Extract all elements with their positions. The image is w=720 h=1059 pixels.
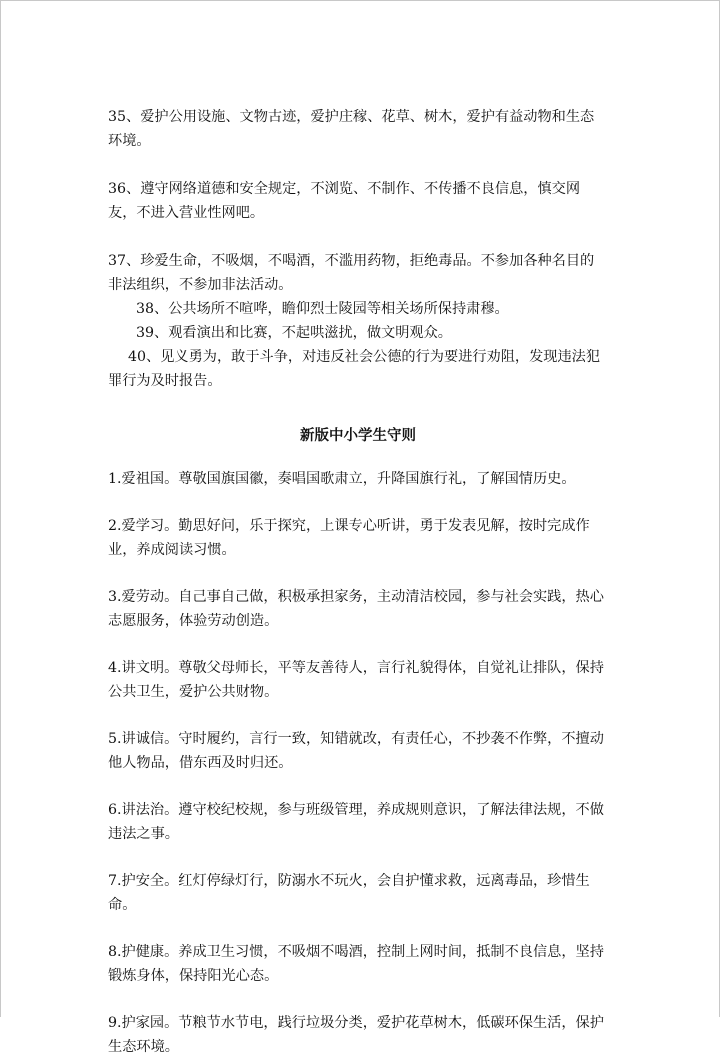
paragraph-40: 40、见义勇为，敢于斗争，对违反社会公德的行为要进行劝阻，发现违法犯罪行为及时报告。 (108, 349, 601, 389)
paragraph-35: 35、爱护公用设施、文物古迹，爱护庄稼、花草、树木，爱护有益动物和生态环境。 (108, 109, 595, 149)
document-body (108, 105, 608, 1059)
paragraph-37: 37、珍爱生命，不吸烟，不喝酒，不滥用药物，拒绝毒品。不参加各种名目的非法组织，不参加非法活动。 (108, 253, 595, 293)
paragraph-39: 39、观看演出和比赛，不起哄滋扰，做文明观众。 (136, 325, 452, 341)
paragraph-38: 38、公共场所不喧哗，瞻仰烈士陵园等相关场所保持肃穆。 (136, 301, 509, 317)
section-title: 新版中小学生守则 (300, 428, 416, 444)
rule-item: 8.护健康。养成卫生习惯，不吸烟不喝酒，控制上网时间，抵制不良信息，坚持锻炼身体，保持阳光心态。 (108, 944, 604, 984)
rule-item: 4.讲文明。尊敬父母师长，平等友善待人，言行礼貌得体，自觉礼让排队，保持公共卫生，爱护公共财物。 (108, 660, 604, 700)
rule-item: 9.护家园。节粮节水节电，践行垃圾分类，爱护花草树木，低碳环保生活，保护生态环境。 (108, 1015, 604, 1055)
rule-item: 3.爱劳动。自己事自己做，积极承担家务，主动清洁校园，参与社会实践，热心志愿服务，体验劳动创造。 (108, 589, 604, 629)
rule-item: 7.护安全。红灯停绿灯行，防溺水不玩火，会自护懂求救，远离毒品，珍惜生命。 (108, 873, 590, 913)
rule-item: 5.讲诚信。守时履约，言行一致，知错就改，有责任心，不抄袭不作弊，不擅动他人物品，借东西及时归还。 (108, 731, 604, 771)
rule-item: 2.爱学习。勤思好问，乐于探究，上课专心听讲，勇于发表见解，按时完成作业，养成阅读习惯。 (108, 518, 590, 558)
paragraph-36: 36、遵守网络道德和安全规定，不浏览、不制作、不传播不良信息，慎交网友，不进入营业性网吧。 (108, 181, 581, 221)
rule-item: 1.爱祖国。尊敬国旗国徽，奏唱国歌肃立，升降国旗行礼，了解国情历史。 (108, 471, 576, 487)
rule-item: 6.讲法治。遵守校纪校规，参与班级管理，养成规则意识，了解法律法规，不做违法之事。 (108, 802, 604, 842)
